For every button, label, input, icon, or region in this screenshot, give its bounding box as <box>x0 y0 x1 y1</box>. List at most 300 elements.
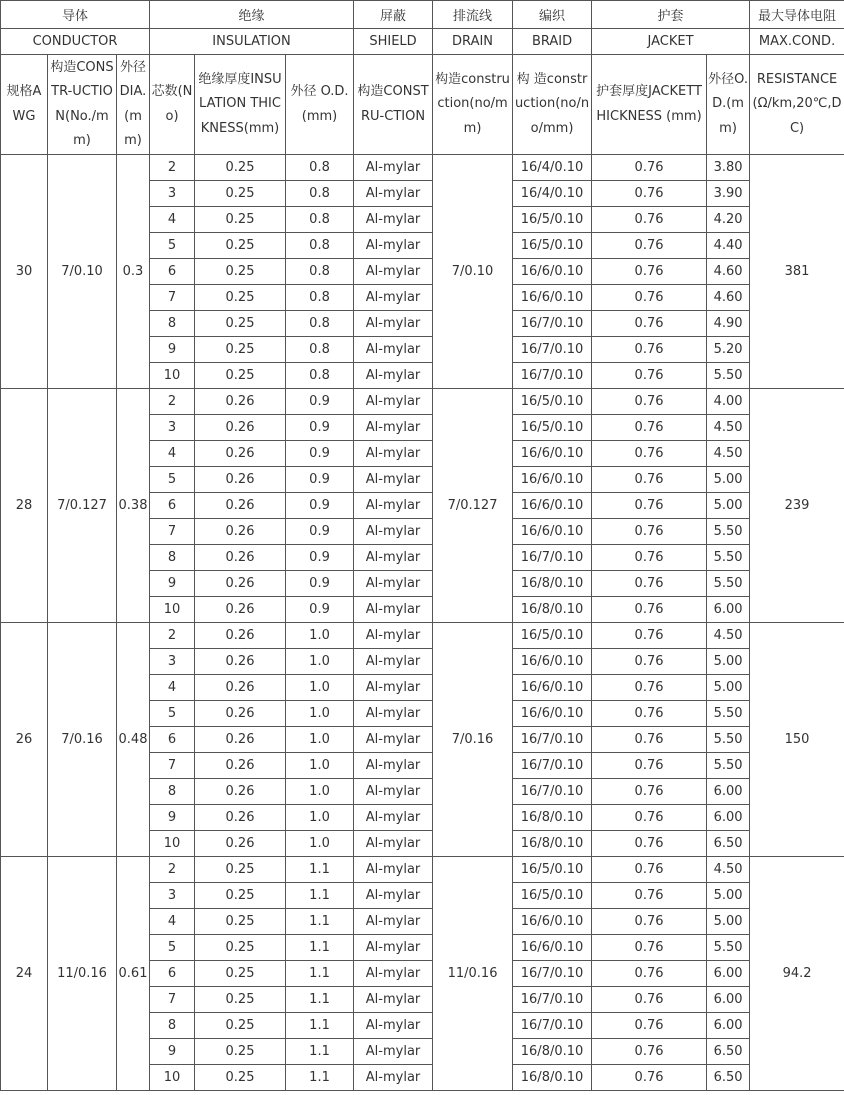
insulation-od-cell: 0.9 <box>286 441 354 467</box>
jacket-od-cell: 6.50 <box>707 1065 750 1091</box>
jacket-thickness-cell: 0.76 <box>592 909 707 935</box>
braid-construction-cell: 16/8/0.10 <box>513 831 592 857</box>
table-body <box>1 155 844 1091</box>
braid-construction-cell: 16/6/0.10 <box>513 493 592 519</box>
shield-construction-cell: Al-mylar <box>354 883 433 909</box>
insulation-od-cell: 1.1 <box>286 909 354 935</box>
shield-construction-cell: Al-mylar <box>354 675 433 701</box>
jacket-od-cell: 4.50 <box>707 623 750 649</box>
shield-construction-cell: Al-mylar <box>354 571 433 597</box>
insulation-od-cell: 0.9 <box>286 597 354 623</box>
jacket-thickness-cell: 0.76 <box>592 493 707 519</box>
cores-cell: 3 <box>150 415 195 441</box>
cores-cell: 8 <box>150 545 195 571</box>
shield-construction-cell: Al-mylar <box>354 311 433 337</box>
braid-construction-cell: 16/7/0.10 <box>513 753 592 779</box>
shield-construction-cell: Al-mylar <box>354 987 433 1013</box>
braid-header-en: BRAID <box>513 29 592 55</box>
braid-construction-cell: 16/6/0.10 <box>513 701 592 727</box>
jacket-thickness-column-header: 护套厚度JACKETTHICKNESS (mm) <box>592 55 707 155</box>
braid-construction-cell: 16/5/0.10 <box>513 207 592 233</box>
jacket-od-cell: 3.90 <box>707 181 750 207</box>
insulation-thickness-cell: 0.25 <box>195 857 286 883</box>
jacket-thickness-cell: 0.76 <box>592 935 707 961</box>
jacket-thickness-cell: 0.76 <box>592 233 707 259</box>
jacket-thickness-cell: 0.76 <box>592 1065 707 1091</box>
insulation-thickness-cell: 0.25 <box>195 155 286 181</box>
awg-cell: 30 <box>1 155 48 389</box>
shield-construction-cell: Al-mylar <box>354 1065 433 1091</box>
insulation-od-cell: 1.0 <box>286 779 354 805</box>
insulation-od-cell: 0.9 <box>286 389 354 415</box>
cores-cell: 2 <box>150 857 195 883</box>
jacket-thickness-cell: 0.76 <box>592 285 707 311</box>
insulation-od-cell: 1.1 <box>286 857 354 883</box>
jacket-od-cell: 5.00 <box>707 649 750 675</box>
braid-construction-cell: 16/6/0.10 <box>513 285 592 311</box>
cores-cell: 5 <box>150 233 195 259</box>
drain-construction-cell: 7/0.10 <box>433 155 513 389</box>
insulation-thickness-cell: 0.26 <box>195 415 286 441</box>
shield-construction-cell: Al-mylar <box>354 597 433 623</box>
braid-construction-cell: 16/6/0.10 <box>513 441 592 467</box>
insulation-od-cell: 0.8 <box>286 155 354 181</box>
insulation-thickness-cell: 0.25 <box>195 909 286 935</box>
cores-cell: 5 <box>150 467 195 493</box>
insulation-header-en: INSULATION <box>150 29 354 55</box>
shield-construction-cell: Al-mylar <box>354 961 433 987</box>
jacket-thickness-cell: 0.76 <box>592 467 707 493</box>
conductor-construction-cell: 7/0.127 <box>48 389 117 623</box>
insulation-thickness-cell: 0.25 <box>195 987 286 1013</box>
shield-construction-cell: Al-mylar <box>354 259 433 285</box>
jacket-od-cell: 5.50 <box>707 363 750 389</box>
jacket-thickness-cell: 0.76 <box>592 727 707 753</box>
cores-cell: 6 <box>150 259 195 285</box>
shield-construction-cell: Al-mylar <box>354 831 433 857</box>
insulation-od-cell: 0.8 <box>286 285 354 311</box>
jacket-thickness-cell: 0.76 <box>592 363 707 389</box>
insulation-thickness-cell: 0.26 <box>195 675 286 701</box>
cores-cell: 4 <box>150 207 195 233</box>
drain-construction-cell: 11/0.16 <box>433 857 513 1091</box>
jacket-od-cell: 6.50 <box>707 1039 750 1065</box>
insulation-thickness-cell: 0.26 <box>195 727 286 753</box>
insulation-thickness-cell: 0.26 <box>195 831 286 857</box>
header-row-english <box>1 29 844 55</box>
insulation-od-cell: 1.1 <box>286 1039 354 1065</box>
braid-header-cn: 编织 <box>513 1 592 29</box>
cores-cell: 3 <box>150 181 195 207</box>
cores-cell: 4 <box>150 675 195 701</box>
jacket-thickness-cell: 0.76 <box>592 181 707 207</box>
insulation-thickness-cell: 0.26 <box>195 701 286 727</box>
jacket-thickness-cell: 0.76 <box>592 441 707 467</box>
jacket-thickness-cell: 0.76 <box>592 389 707 415</box>
insulation-thickness-cell: 0.26 <box>195 623 286 649</box>
insulation-thickness-cell: 0.25 <box>195 259 286 285</box>
shield-construction-cell: Al-mylar <box>354 233 433 259</box>
drain-header-en: DRAIN <box>433 29 513 55</box>
jacket-od-cell: 5.00 <box>707 493 750 519</box>
insulation-od-cell: 0.8 <box>286 207 354 233</box>
cores-cell: 6 <box>150 727 195 753</box>
cores-cell: 2 <box>150 389 195 415</box>
braid-construction-cell: 16/5/0.10 <box>513 389 592 415</box>
jacket-od-column-header: 外径O.D.(mm) <box>707 55 750 155</box>
resistance-column-header: RESISTANCE(Ω/km,20℃,DC) <box>750 55 844 155</box>
cores-cell: 9 <box>150 337 195 363</box>
jacket-od-cell: 5.50 <box>707 545 750 571</box>
insulation-od-cell: 0.9 <box>286 415 354 441</box>
shield-construction-cell: Al-mylar <box>354 207 433 233</box>
insulation-od-cell: 1.0 <box>286 831 354 857</box>
braid-construction-cell: 16/8/0.10 <box>513 1065 592 1091</box>
shield-construction-cell: Al-mylar <box>354 727 433 753</box>
conductor-diameter-cell: 0.48 <box>117 623 150 857</box>
conductor-header-en: CONDUCTOR <box>1 29 150 55</box>
braid-construction-cell: 16/7/0.10 <box>513 363 592 389</box>
jacket-od-cell: 6.00 <box>707 1013 750 1039</box>
jacket-od-cell: 5.50 <box>707 935 750 961</box>
insulation-thickness-cell: 0.26 <box>195 753 286 779</box>
shield-construction-cell: Al-mylar <box>354 467 433 493</box>
jacket-thickness-cell: 0.76 <box>592 155 707 181</box>
cores-cell: 10 <box>150 363 195 389</box>
insulation-od-cell: 0.9 <box>286 545 354 571</box>
insulation-thickness-cell: 0.26 <box>195 467 286 493</box>
jacket-od-cell: 5.20 <box>707 337 750 363</box>
insulation-thickness-cell: 0.26 <box>195 545 286 571</box>
insulation-od-cell: 0.8 <box>286 181 354 207</box>
braid-construction-cell: 16/8/0.10 <box>513 1039 592 1065</box>
insulation-thickness-cell: 0.25 <box>195 337 286 363</box>
cores-cell: 8 <box>150 779 195 805</box>
braid-construction-cell: 16/8/0.10 <box>513 597 592 623</box>
insulation-thickness-cell: 0.26 <box>195 571 286 597</box>
cores-cell: 10 <box>150 1065 195 1091</box>
insulation-od-cell: 1.0 <box>286 675 354 701</box>
braid-construction-cell: 16/7/0.10 <box>513 311 592 337</box>
conductor-construction-cell: 7/0.16 <box>48 623 117 857</box>
drain-construction-cell: 7/0.16 <box>433 623 513 857</box>
jacket-thickness-cell: 0.76 <box>592 311 707 337</box>
awg-column-header: 规格AWG <box>1 55 48 155</box>
insulation-thickness-cell: 0.26 <box>195 519 286 545</box>
insulation-od-cell: 1.1 <box>286 1013 354 1039</box>
insulation-od-cell: 0.8 <box>286 363 354 389</box>
insulation-thickness-cell: 0.25 <box>195 1039 286 1065</box>
shield-construction-cell: Al-mylar <box>354 1013 433 1039</box>
shield-construction-cell: Al-mylar <box>354 493 433 519</box>
jacket-thickness-cell: 0.76 <box>592 1039 707 1065</box>
braid-construction-cell: 16/5/0.10 <box>513 857 592 883</box>
table-row <box>1 389 844 415</box>
insulation-thickness-cell: 0.26 <box>195 441 286 467</box>
jacket-thickness-cell: 0.76 <box>592 571 707 597</box>
drain-construction-cell: 7/0.127 <box>433 389 513 623</box>
insulation-thickness-column-header: 绝缘厚度INSULATION THICKNESS(mm) <box>195 55 286 155</box>
cores-cell: 3 <box>150 649 195 675</box>
insulation-od-cell: 0.8 <box>286 337 354 363</box>
insulation-od-cell: 1.0 <box>286 753 354 779</box>
insulation-thickness-cell: 0.25 <box>195 1065 286 1091</box>
cores-cell: 10 <box>150 597 195 623</box>
insulation-header-cn: 绝缘 <box>150 1 354 29</box>
jacket-od-cell: 5.00 <box>707 467 750 493</box>
jacket-thickness-cell: 0.76 <box>592 649 707 675</box>
jacket-thickness-cell: 0.76 <box>592 207 707 233</box>
braid-construction-cell: 16/7/0.10 <box>513 545 592 571</box>
jacket-od-cell: 4.00 <box>707 389 750 415</box>
shield-construction-cell: Al-mylar <box>354 285 433 311</box>
jacket-od-cell: 4.60 <box>707 285 750 311</box>
resistance-cell: 381 <box>750 155 844 389</box>
cores-cell: 4 <box>150 441 195 467</box>
braid-construction-cell: 16/7/0.10 <box>513 987 592 1013</box>
braid-construction-cell: 16/6/0.10 <box>513 519 592 545</box>
jacket-header-en: JACKET <box>592 29 750 55</box>
jacket-od-cell: 6.00 <box>707 597 750 623</box>
insulation-thickness-cell: 0.25 <box>195 1013 286 1039</box>
drain-header-cn: 排流线 <box>433 1 513 29</box>
insulation-od-cell: 1.0 <box>286 649 354 675</box>
shield-construction-cell: Al-mylar <box>354 337 433 363</box>
resistance-header-cn: 最大导体电阻 <box>750 1 844 29</box>
jacket-od-cell: 4.50 <box>707 857 750 883</box>
insulation-od-cell: 1.1 <box>286 987 354 1013</box>
jacket-od-cell: 6.00 <box>707 779 750 805</box>
conductor-diameter-cell: 0.38 <box>117 389 150 623</box>
cores-cell: 8 <box>150 311 195 337</box>
shield-construction-cell: Al-mylar <box>354 753 433 779</box>
jacket-od-cell: 4.50 <box>707 441 750 467</box>
insulation-od-cell: 0.8 <box>286 311 354 337</box>
insulation-od-cell: 0.9 <box>286 467 354 493</box>
shield-construction-cell: Al-mylar <box>354 779 433 805</box>
braid-construction-cell: 16/5/0.10 <box>513 883 592 909</box>
insulation-thickness-cell: 0.25 <box>195 935 286 961</box>
shield-construction-cell: Al-mylar <box>354 441 433 467</box>
conductor-header-cn: 导体 <box>1 1 150 29</box>
insulation-od-cell: 0.9 <box>286 519 354 545</box>
table-row <box>1 623 844 649</box>
cores-cell: 7 <box>150 753 195 779</box>
cores-cell: 4 <box>150 909 195 935</box>
jacket-thickness-cell: 0.76 <box>592 961 707 987</box>
cores-cell: 5 <box>150 701 195 727</box>
braid-construction-cell: 16/7/0.10 <box>513 1013 592 1039</box>
jacket-thickness-cell: 0.76 <box>592 519 707 545</box>
braid-construction-cell: 16/6/0.10 <box>513 675 592 701</box>
jacket-od-cell: 5.00 <box>707 883 750 909</box>
shield-construction-cell: Al-mylar <box>354 363 433 389</box>
jacket-thickness-cell: 0.76 <box>592 987 707 1013</box>
jacket-thickness-cell: 0.76 <box>592 623 707 649</box>
shield-construction-cell: Al-mylar <box>354 519 433 545</box>
cores-cell: 9 <box>150 1039 195 1065</box>
shield-construction-cell: Al-mylar <box>354 623 433 649</box>
jacket-thickness-cell: 0.76 <box>592 701 707 727</box>
resistance-cell: 150 <box>750 623 844 857</box>
jacket-thickness-cell: 0.76 <box>592 753 707 779</box>
braid-construction-cell: 16/8/0.10 <box>513 571 592 597</box>
jacket-od-cell: 3.80 <box>707 155 750 181</box>
cores-cell: 7 <box>150 987 195 1013</box>
jacket-od-cell: 6.00 <box>707 987 750 1013</box>
jacket-thickness-cell: 0.76 <box>592 1013 707 1039</box>
jacket-od-cell: 4.50 <box>707 415 750 441</box>
braid-construction-cell: 16/6/0.10 <box>513 259 592 285</box>
insulation-od-cell: 1.0 <box>286 805 354 831</box>
jacket-thickness-cell: 0.76 <box>592 337 707 363</box>
shield-construction-cell: Al-mylar <box>354 389 433 415</box>
jacket-thickness-cell: 0.76 <box>592 805 707 831</box>
resistance-cell: 94.2 <box>750 857 844 1091</box>
awg-cell: 24 <box>1 857 48 1091</box>
braid-construction-cell: 16/6/0.10 <box>513 649 592 675</box>
cores-cell: 6 <box>150 961 195 987</box>
jacket-thickness-cell: 0.76 <box>592 259 707 285</box>
insulation-thickness-cell: 0.26 <box>195 597 286 623</box>
insulation-od-cell: 1.0 <box>286 623 354 649</box>
braid-construction-cell: 16/6/0.10 <box>513 935 592 961</box>
insulation-od-cell: 1.1 <box>286 935 354 961</box>
jacket-header-cn: 护套 <box>592 1 750 29</box>
insulation-od-cell: 1.1 <box>286 883 354 909</box>
jacket-thickness-cell: 0.76 <box>592 831 707 857</box>
cores-column-header: 芯数(No) <box>150 55 195 155</box>
insulation-thickness-cell: 0.25 <box>195 311 286 337</box>
jacket-thickness-cell: 0.76 <box>592 675 707 701</box>
jacket-thickness-cell: 0.76 <box>592 883 707 909</box>
jacket-od-cell: 5.00 <box>707 909 750 935</box>
shield-header-en: SHIELD <box>354 29 433 55</box>
insulation-od-cell: 0.8 <box>286 259 354 285</box>
table-row <box>1 857 844 883</box>
conductor-diameter-cell: 0.61 <box>117 857 150 1091</box>
insulation-od-cell: 0.9 <box>286 571 354 597</box>
insulation-thickness-cell: 0.26 <box>195 779 286 805</box>
shield-construction-cell: Al-mylar <box>354 181 433 207</box>
jacket-od-cell: 5.50 <box>707 727 750 753</box>
shield-construction-column-header: 构造CONSTRU-CTION <box>354 55 433 155</box>
jacket-od-cell: 4.60 <box>707 259 750 285</box>
conductor-construction-cell: 7/0.10 <box>48 155 117 389</box>
insulation-od-column-header: 外径 O.D.(mm) <box>286 55 354 155</box>
table-row <box>1 155 844 181</box>
insulation-od-cell: 1.1 <box>286 961 354 987</box>
insulation-thickness-cell: 0.25 <box>195 285 286 311</box>
insulation-thickness-cell: 0.25 <box>195 363 286 389</box>
conductor-diameter-column-header: 外径DIA.(mm) <box>117 55 150 155</box>
jacket-thickness-cell: 0.76 <box>592 545 707 571</box>
resistance-header-en: MAX.COND. <box>750 29 844 55</box>
jacket-od-cell: 5.50 <box>707 571 750 597</box>
insulation-thickness-cell: 0.25 <box>195 233 286 259</box>
insulation-thickness-cell: 0.26 <box>195 389 286 415</box>
shield-header-cn: 屏蔽 <box>354 1 433 29</box>
jacket-thickness-cell: 0.76 <box>592 857 707 883</box>
shield-construction-cell: Al-mylar <box>354 909 433 935</box>
shield-construction-cell: Al-mylar <box>354 415 433 441</box>
cores-cell: 7 <box>150 285 195 311</box>
braid-construction-cell: 16/5/0.10 <box>513 233 592 259</box>
header-row-chinese <box>1 1 844 29</box>
braid-construction-cell: 16/7/0.10 <box>513 961 592 987</box>
cores-cell: 2 <box>150 623 195 649</box>
braid-construction-cell: 16/6/0.10 <box>513 467 592 493</box>
jacket-thickness-cell: 0.76 <box>592 597 707 623</box>
insulation-thickness-cell: 0.25 <box>195 207 286 233</box>
insulation-thickness-cell: 0.25 <box>195 883 286 909</box>
braid-construction-cell: 16/8/0.10 <box>513 805 592 831</box>
drain-construction-column-header: 构造construction(no/mm) <box>433 55 513 155</box>
jacket-od-cell: 5.50 <box>707 519 750 545</box>
jacket-od-cell: 4.20 <box>707 207 750 233</box>
braid-construction-column-header: 构 造construction(no/no/mm) <box>513 55 592 155</box>
awg-cell: 26 <box>1 623 48 857</box>
jacket-od-cell: 5.50 <box>707 701 750 727</box>
insulation-thickness-cell: 0.26 <box>195 805 286 831</box>
cores-cell: 9 <box>150 805 195 831</box>
insulation-od-cell: 0.9 <box>286 493 354 519</box>
insulation-od-cell: 1.0 <box>286 701 354 727</box>
conductor-construction-column-header: 构造CONSTR-UCTION(No./mm) <box>48 55 117 155</box>
shield-construction-cell: Al-mylar <box>354 857 433 883</box>
jacket-od-cell: 4.40 <box>707 233 750 259</box>
cores-cell: 2 <box>150 155 195 181</box>
braid-construction-cell: 16/7/0.10 <box>513 727 592 753</box>
shield-construction-cell: Al-mylar <box>354 649 433 675</box>
jacket-thickness-cell: 0.76 <box>592 415 707 441</box>
braid-construction-cell: 16/4/0.10 <box>513 181 592 207</box>
braid-construction-cell: 16/6/0.10 <box>513 909 592 935</box>
jacket-thickness-cell: 0.76 <box>592 779 707 805</box>
insulation-thickness-cell: 0.26 <box>195 493 286 519</box>
shield-construction-cell: Al-mylar <box>354 701 433 727</box>
table-header <box>1 1 844 155</box>
conductor-construction-cell: 11/0.16 <box>48 857 117 1091</box>
cores-cell: 9 <box>150 571 195 597</box>
insulation-od-cell: 0.8 <box>286 233 354 259</box>
insulation-od-cell: 1.1 <box>286 1065 354 1091</box>
shield-construction-cell: Al-mylar <box>354 155 433 181</box>
braid-construction-cell: 16/7/0.10 <box>513 779 592 805</box>
header-row-columns <box>1 55 844 155</box>
insulation-od-cell: 1.0 <box>286 727 354 753</box>
cores-cell: 6 <box>150 493 195 519</box>
braid-construction-cell: 16/7/0.10 <box>513 337 592 363</box>
jacket-od-cell: 6.50 <box>707 831 750 857</box>
braid-construction-cell: 16/5/0.10 <box>513 623 592 649</box>
jacket-od-cell: 6.00 <box>707 805 750 831</box>
insulation-thickness-cell: 0.25 <box>195 961 286 987</box>
jacket-od-cell: 5.00 <box>707 675 750 701</box>
shield-construction-cell: Al-mylar <box>354 935 433 961</box>
shield-construction-cell: Al-mylar <box>354 1039 433 1065</box>
cores-cell: 8 <box>150 1013 195 1039</box>
cores-cell: 10 <box>150 831 195 857</box>
insulation-thickness-cell: 0.26 <box>195 649 286 675</box>
braid-construction-cell: 16/5/0.10 <box>513 415 592 441</box>
shield-construction-cell: Al-mylar <box>354 545 433 571</box>
cores-cell: 7 <box>150 519 195 545</box>
insulation-thickness-cell: 0.25 <box>195 181 286 207</box>
jacket-od-cell: 4.90 <box>707 311 750 337</box>
jacket-od-cell: 5.50 <box>707 753 750 779</box>
shield-construction-cell: Al-mylar <box>354 805 433 831</box>
